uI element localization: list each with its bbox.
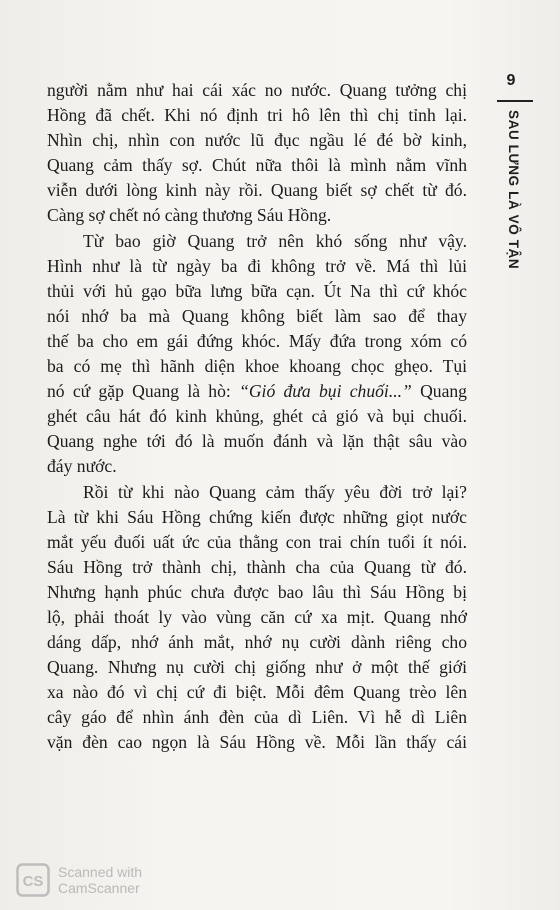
text-line: lộ, phải thoát ly vào vùng căn cứ xa mịt. Quang nhớ: [47, 606, 467, 627]
text-line: ba có mẹ thì hãnh diện khoe khoang chọc ghẹo. Tụi: [47, 356, 467, 377]
text-line: Từ bao giờ Quang trở nên khó sống như vậy.: [83, 230, 467, 251]
text-line: ghét câu hát đó kinh khủng, ghét cả gió và bụi chuối.: [47, 406, 467, 427]
camscanner-watermark: [16, 860, 142, 900]
text-line: Quang cảm thấy sợ. Chút nữa thôi là mình nằm vĩnh: [47, 155, 467, 176]
text-line: mắt yếu đuối uất ức của thằng con trai chín tuổi ít nói.: [47, 531, 467, 552]
page-number: 9: [506, 72, 516, 89]
text-line: vặn đèn cao ngọn là Sáu Hồng về. Mỗi lần thấy cái: [47, 732, 467, 753]
text-line: Hồng đã chết. Khi nó định tri hô lên thì chị tỉnh lại.: [47, 105, 467, 126]
text-line: Quang. Nhưng nụ cười chị giống như ở một thế giới: [47, 657, 467, 678]
text-line: Nhưng hạnh phúc chưa được bao lâu thì Sáu Hồng bị: [47, 581, 467, 602]
text-line: Hình như là từ ngày ba đi không trở về. Má thì lủi: [47, 255, 467, 276]
text-line: Càng sợ chết nó càng thương Sáu Hồng.: [47, 205, 332, 226]
text-line: nói nhớ ba mà Quang không biết làm sao để thay: [47, 305, 467, 326]
text-line-with-quote: [47, 379, 467, 404]
header-rule: [497, 100, 533, 102]
text-line: Sáu Hồng trở thành chị, thành cha của Quang từ đó.: [47, 556, 467, 577]
text-line: xa nào đó vì chị cứ đi biệt. Mỗi đêm Quang trèo lên: [47, 682, 467, 703]
quote-suffix: Quang: [411, 381, 467, 402]
watermark-text: [58, 864, 142, 896]
watermark-line-2: CamScanner: [58, 880, 140, 896]
watermark-line-1: Scanned with: [58, 864, 143, 880]
text-line: viễn dưới lòng kinh này rồi. Quang biết sợ chết từ đó.: [47, 180, 467, 201]
logo-text: CS: [22, 873, 44, 890]
text-line: Rồi từ khi nào Quang cảm thấy yêu đời trở lại?: [83, 481, 467, 502]
text-line: thế ba cho em gái đứng khóc. Mấy đứa trong xóm có: [47, 330, 467, 351]
text-line: người nằm như hai cái xác no nước. Quang tưởng chị: [47, 80, 467, 100]
text-line: dáng dấp, nhớ ánh mắt, nhớ nụ cười dành riêng cho: [47, 632, 467, 653]
text-line: Quang nghe tới đó là muốn đánh và lặn thật sâu vào: [47, 431, 467, 452]
song-quote: “Gió đưa bụi chuối...”: [239, 381, 412, 402]
quote-prefix: nó cứ gặp Quang là hò:: [47, 381, 240, 402]
text-line: thủi với hủ gạo bữa lưng bữa cạn. Út Na thì cứ khóc: [47, 280, 467, 301]
text-line: cây gáo để nhìn ánh đèn của dì Liên. Vì hễ dì Liên: [47, 707, 467, 728]
text-line: Nhìn chị, nhìn con nước lũ đục ngầu lé đé bờ kinh,: [47, 130, 467, 151]
text-line: Là từ khi Sáu Hồng chứng kiến được những giọt nước: [47, 506, 467, 527]
camscanner-logo-icon: [16, 863, 50, 897]
running-title: SAU LƯNG LÀ VÔ TẬN: [506, 110, 521, 270]
body-text: [47, 78, 467, 756]
text-line: đáy nước.: [47, 456, 117, 477]
